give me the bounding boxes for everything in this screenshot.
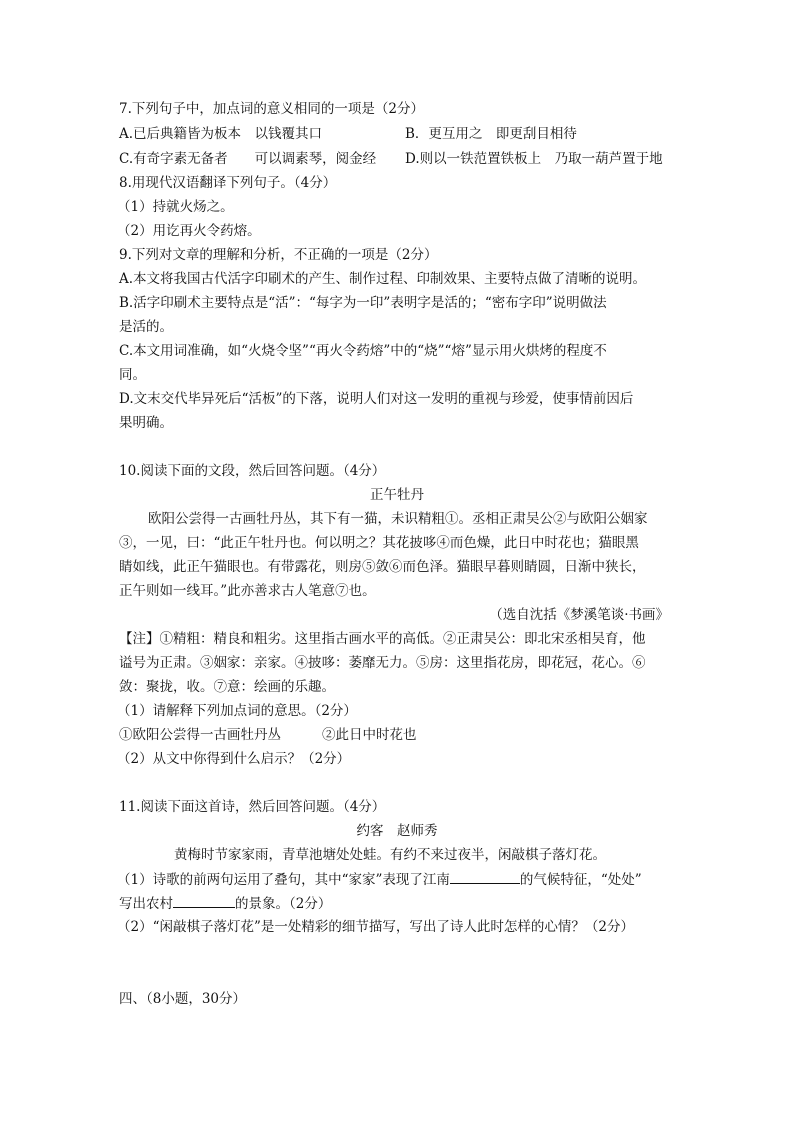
- q10-stem: 10.阅读下面的文段，然后回答问题。（4分）: [119, 463, 386, 479]
- q9-option-c-line2: 同。: [119, 367, 146, 383]
- q9-option-d-line2: 果明确。: [119, 415, 173, 431]
- q8-stem: 8.用现代汉语翻译下列句子。（4分）: [119, 175, 337, 191]
- q7-stem: 7.下列句子中，加点词的意义相同的一项是（2分）: [119, 101, 424, 117]
- q10-word-1: ①欧阳公尝得一古画牡丹丛: [119, 727, 281, 743]
- q10-passage-line3: 睛如线，此正午猫眼也。有带露花，则房⑤敛⑥而色泽。猫眼早暮则睛圆，日渐中狭长，: [119, 559, 646, 575]
- q10-sub2: （2）从文中你得到什么启示？（2分）: [117, 751, 351, 767]
- q11-sub1-text-a: （1）诗歌的前两句运用了叠句，其中“家家”表现了江南: [117, 872, 450, 888]
- q11-sub1-text-b: 的气候特征，“处处”: [519, 872, 642, 888]
- q7-option-b: B．更互用之 即更刮目相待: [405, 126, 577, 142]
- q10-note-line1: 【注】①精粗：精良和粗劣。这里指古画水平的高低。②正肃吴公：即北宋丞相吴育，他: [119, 631, 646, 647]
- q7-option-c: C.有奇字素无备者 可以调素琴，阅金经: [119, 151, 377, 167]
- q10-passage-title: 正午牡丹: [370, 487, 424, 503]
- q11-poem: 黄梅时节家家雨，青草池塘处处蛙。有约不来过夜半，闲敲棋子落灯花。: [174, 847, 606, 863]
- q9-option-d-line1: D.文末交代毕异死后“活板”的下落，说明人们对这一发明的重视与珍爱，使事情前因后: [119, 391, 634, 407]
- q8-sentence-1: （1）持就火炀之。: [117, 199, 234, 215]
- q10-note-line3: 敛：聚拢，收。⑦意：绘画的乐趣。: [119, 679, 335, 695]
- q7-option-a: A.已后典籍皆为板本 以钱覆其口: [119, 126, 323, 142]
- answer-blank-2[interactable]: [173, 894, 235, 908]
- q8-sentence-2: （2）用讫再火令药熔。: [117, 223, 261, 239]
- q10-passage-line2: ③，一见，曰：“此正午牡丹也。何以明之？其花披哆④而色燥，此日中时花也；猫眼黑: [119, 535, 639, 551]
- q11-sub1-line2: [119, 894, 331, 913]
- q11-sub1-text-d: 的景象。（2分）: [235, 896, 332, 912]
- q10-word-2: ②此日中时花也: [322, 727, 417, 743]
- q11-sub1-text-c: 写出农村: [119, 896, 173, 912]
- q11-poem-title: 约客 赵师秀: [356, 823, 438, 839]
- q9-stem: 9.下列对文章的理解和分析，不正确的一项是（2分）: [119, 247, 438, 263]
- q10-sub1: （1）请解释下列加点词的意思。（2分）: [117, 703, 357, 719]
- q11-sub1-line1: [117, 870, 642, 889]
- q10-passage-line1: 欧阳公尝得一古画牡丹丛，其下有一猫，未识精粗①。丞相正肃吴公②与欧阳公姻家: [148, 511, 648, 527]
- q9-option-b-line1: B.活字印刷术主要特点是“活”：“每字为一印”表明字是活的；“密布字印”说明做法: [119, 295, 607, 311]
- q11-sub2: （2）“闲敲棋子落灯花”是一处精彩的细节描写，写出了诗人此时怎样的心情？（2分）: [117, 919, 634, 935]
- q10-passage-line4: 正午则如一线耳。”此亦善求古人笔意⑦也。: [119, 583, 376, 599]
- answer-blank-1[interactable]: [450, 870, 520, 884]
- q11-stem: 11.阅读下面这首诗，然后回答问题。（4分）: [119, 799, 386, 815]
- q9-option-b-line2: 是活的。: [119, 319, 173, 335]
- q10-source: （选自沈括《梦溪笔谈·书画》: [489, 607, 669, 623]
- q10-note-line2: 谥号为正肃。③姻家：亲家。④披哆：萎靡无力。⑤房：这里指花房，即花冠，花心。⑥: [119, 655, 646, 671]
- q7-option-d: D.则以一铁范置铁板上 乃取一葫芦置于地: [405, 151, 663, 167]
- q9-option-c-line1: C.本文用词准确，如“火烧令坚”“再火令药熔”中的“烧”“熔”显示用火烘烤的程度不: [119, 343, 607, 359]
- q9-option-a: A.本文将我国古代活字印刷术的产生、制作过程、印制效果、主要特点做了清晰的说明。: [119, 271, 647, 287]
- section-four-heading: 四、（8小题，30分）: [119, 991, 247, 1007]
